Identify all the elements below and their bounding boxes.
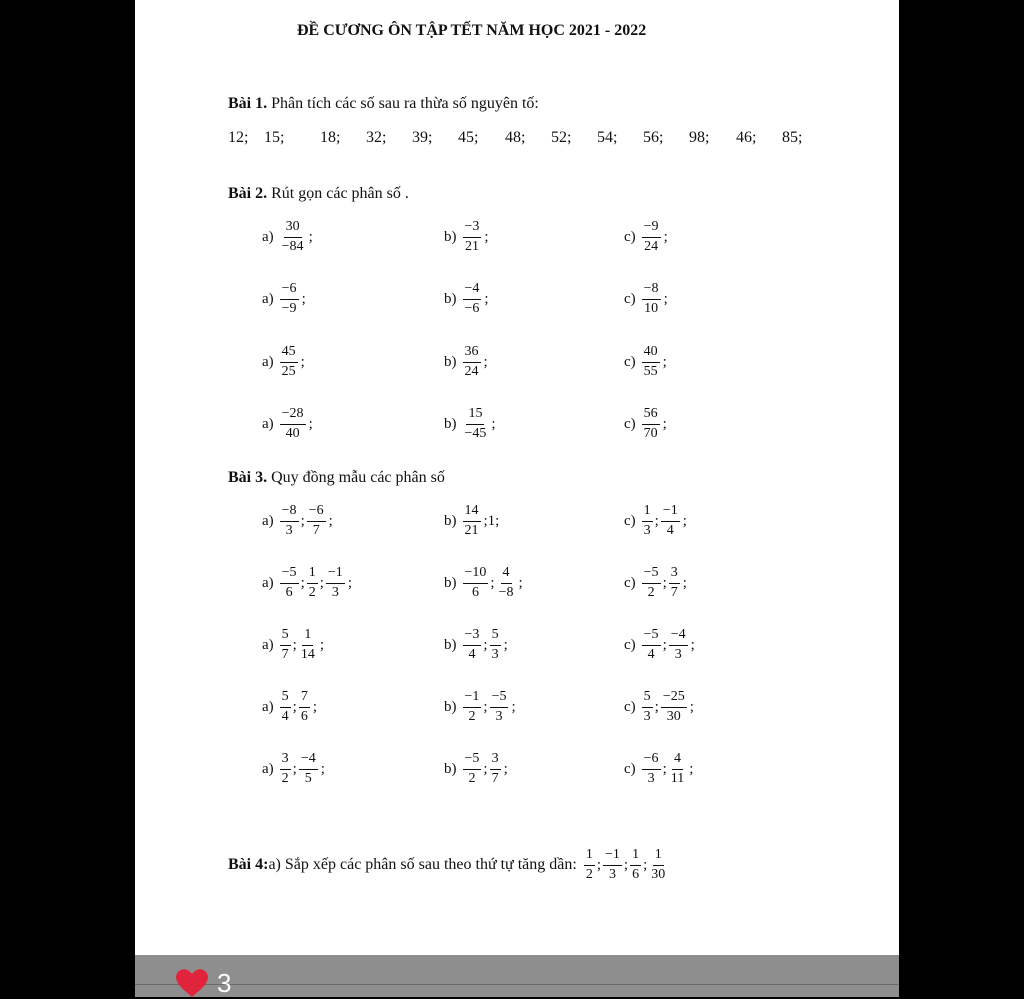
denominator: 25 xyxy=(281,363,296,379)
fraction xyxy=(326,566,345,600)
item-tail: ; xyxy=(483,353,488,370)
denominator: 6 xyxy=(632,866,640,882)
denominator: 4 xyxy=(666,522,674,538)
exercise-item xyxy=(262,628,324,662)
fraction xyxy=(463,345,481,379)
denominator: −45 xyxy=(464,425,487,441)
exercise-item xyxy=(262,752,325,786)
exercise-item xyxy=(262,220,313,254)
number-item: 56; xyxy=(643,129,664,146)
denominator: 7 xyxy=(491,770,499,786)
exercise-item xyxy=(624,690,694,724)
denominator: 3 xyxy=(495,708,503,724)
fraction xyxy=(642,628,661,662)
numerator: −4 xyxy=(669,628,688,646)
fraction xyxy=(642,566,661,600)
separator: ; xyxy=(654,512,659,529)
numerator: 4 xyxy=(501,566,512,584)
numerator: 1 xyxy=(642,504,653,522)
fraction xyxy=(307,566,318,600)
fraction xyxy=(630,848,641,882)
exercise-item xyxy=(262,282,306,316)
number-item: 48; xyxy=(505,129,526,146)
item-label: c) xyxy=(624,290,636,307)
document-title: ĐỀ CƯƠNG ÔN TẬP TẾT NĂM HỌC 2021 - 2022 xyxy=(297,22,647,39)
fraction xyxy=(280,282,299,316)
denominator: 24 xyxy=(464,363,479,379)
numerator: −4 xyxy=(299,752,318,770)
item-tail: ; xyxy=(319,636,324,653)
exercise-1-heading xyxy=(228,95,539,113)
numerator: 4 xyxy=(672,752,683,770)
denominator: 21 xyxy=(464,238,479,254)
numerator: 1 xyxy=(302,628,313,646)
item-label: a) xyxy=(262,290,274,307)
denominator: −84 xyxy=(281,238,304,254)
denominator: 5 xyxy=(304,770,312,786)
separator: ; xyxy=(596,856,601,873)
numerator: −5 xyxy=(642,566,661,584)
item-label: a) xyxy=(262,574,274,591)
item-label: a) xyxy=(262,512,274,529)
item-tail: ; xyxy=(308,228,313,245)
fraction xyxy=(280,690,291,724)
separator: ; xyxy=(292,636,297,653)
numerator: 40 xyxy=(642,345,660,363)
numerator: −6 xyxy=(307,504,326,522)
exercise-item xyxy=(624,628,695,662)
separator: ; xyxy=(483,698,488,715)
fraction xyxy=(280,345,298,379)
item-tail: ; xyxy=(347,574,352,591)
exercise-4-label: Bài 4: xyxy=(228,856,269,873)
exercise-item xyxy=(262,504,333,538)
item-tail: ; xyxy=(503,636,508,653)
separator: ; xyxy=(300,574,305,591)
fraction xyxy=(280,220,306,254)
numerator: −5 xyxy=(642,628,661,646)
reaction-bar xyxy=(135,955,899,997)
item-tail: ;1; xyxy=(483,512,500,529)
item-tail: ; xyxy=(328,512,333,529)
numerator: −1 xyxy=(661,504,680,522)
number-item: 52; xyxy=(551,129,572,146)
number-item: 32; xyxy=(366,129,387,146)
denominator: 24 xyxy=(644,238,659,254)
denominator: 3 xyxy=(674,646,682,662)
denominator: 2 xyxy=(468,708,476,724)
exercise-item xyxy=(624,220,668,254)
fraction xyxy=(642,752,661,786)
separator: ; xyxy=(483,636,488,653)
numerator: −1 xyxy=(326,566,345,584)
fraction xyxy=(669,566,680,600)
denominator: 2 xyxy=(468,770,476,786)
exercise-item xyxy=(624,504,687,538)
separator: ; xyxy=(292,760,297,777)
fraction xyxy=(642,345,660,379)
denominator: 2 xyxy=(585,866,593,882)
fraction xyxy=(463,504,481,538)
fraction xyxy=(584,848,595,882)
like-counter[interactable] xyxy=(175,968,231,998)
exercise-item xyxy=(444,504,499,538)
separator: ; xyxy=(654,698,659,715)
item-label: b) xyxy=(444,415,457,432)
numerator: 5 xyxy=(280,628,291,646)
denominator: 10 xyxy=(644,300,659,316)
fraction xyxy=(490,628,501,662)
item-label: a) xyxy=(262,698,274,715)
exercise-item xyxy=(262,566,352,600)
separator: ; xyxy=(292,698,297,715)
separator: ; xyxy=(300,512,305,529)
item-tail: ; xyxy=(312,698,317,715)
item-tail: ; xyxy=(662,353,667,370)
exercise-3-text: Quy đồng mẫu các phân số xyxy=(271,469,445,486)
exercise-2-heading xyxy=(228,185,409,203)
numerator: −28 xyxy=(280,407,306,425)
item-label: c) xyxy=(624,228,636,245)
denominator: 21 xyxy=(464,522,479,538)
denominator: 7 xyxy=(670,584,678,600)
exercise-item xyxy=(624,345,667,379)
exercise-item xyxy=(444,282,489,316)
fraction xyxy=(490,690,509,724)
exercise-4 xyxy=(228,845,668,885)
item-tail: ; xyxy=(320,760,325,777)
fraction xyxy=(463,752,482,786)
fraction xyxy=(642,504,653,538)
numerator: −4 xyxy=(463,282,482,300)
fraction xyxy=(299,690,310,724)
exercise-item xyxy=(444,566,523,600)
separator: ; xyxy=(662,574,667,591)
numerator: −1 xyxy=(603,848,622,866)
numerator: 3 xyxy=(490,752,501,770)
numerator: 1 xyxy=(307,566,318,584)
fraction xyxy=(463,220,482,254)
separator: ; xyxy=(490,574,495,591)
fraction xyxy=(307,504,326,538)
number-item: 46; xyxy=(736,129,757,146)
denominator: 3 xyxy=(491,646,499,662)
exercise-item xyxy=(444,407,496,441)
denominator: −8 xyxy=(498,584,514,600)
denominator: 30 xyxy=(666,708,681,724)
fraction xyxy=(280,407,306,441)
number-item: 98; xyxy=(689,129,710,146)
fraction xyxy=(642,690,653,724)
item-tail: ; xyxy=(301,290,306,307)
numerator: 5 xyxy=(642,690,653,708)
fraction xyxy=(490,752,501,786)
fraction xyxy=(463,282,482,316)
exercise-item xyxy=(444,752,508,786)
item-tail: ; xyxy=(682,512,687,529)
item-tail: ; xyxy=(663,290,668,307)
number-item: 12; xyxy=(228,129,249,146)
item-label: c) xyxy=(624,574,636,591)
item-tail: ; xyxy=(503,760,508,777)
item-tail: ; xyxy=(690,636,695,653)
numerator: 1 xyxy=(584,848,595,866)
denominator: 2 xyxy=(308,584,316,600)
fraction xyxy=(603,848,622,882)
item-label: c) xyxy=(624,353,636,370)
item-label: c) xyxy=(624,698,636,715)
exercise-1-label: Bài 1. xyxy=(228,95,268,112)
item-tail: ; xyxy=(663,228,668,245)
denominator: −6 xyxy=(464,300,480,316)
item-label: a) xyxy=(262,415,274,432)
item-label: b) xyxy=(444,228,457,245)
numerator: −25 xyxy=(661,690,687,708)
separator: ; xyxy=(662,636,667,653)
numerator: −8 xyxy=(280,504,299,522)
fraction xyxy=(669,628,688,662)
item-label: b) xyxy=(444,636,457,653)
item-label: b) xyxy=(444,290,457,307)
item-label: b) xyxy=(444,574,457,591)
numerator: 7 xyxy=(299,690,310,708)
numerator: 36 xyxy=(463,345,481,363)
item-tail: ; xyxy=(484,290,489,307)
item-tail: ; xyxy=(511,698,516,715)
item-tail: ; xyxy=(300,353,305,370)
denominator: 2 xyxy=(281,770,289,786)
denominator: 3 xyxy=(643,708,651,724)
numerator: −6 xyxy=(280,282,299,300)
exercise-item xyxy=(624,407,667,441)
item-label: a) xyxy=(262,636,274,653)
exercise-2-text: Rút gọn các phân số . xyxy=(271,185,409,202)
item-label: c) xyxy=(624,415,636,432)
fraction xyxy=(649,848,667,882)
exercise-1-text: Phân tích các số sau ra thừa số nguyên tố: xyxy=(271,95,539,112)
numerator: −5 xyxy=(280,566,299,584)
fraction xyxy=(299,752,318,786)
fraction xyxy=(280,566,299,600)
item-label: b) xyxy=(444,760,457,777)
exercise-3-heading xyxy=(228,469,445,487)
fraction xyxy=(463,407,489,441)
fraction xyxy=(661,690,687,724)
exercise-item xyxy=(444,345,488,379)
numerator: 14 xyxy=(463,504,481,522)
denominator: 3 xyxy=(331,584,339,600)
exercise-item xyxy=(624,752,693,786)
denominator: 6 xyxy=(285,584,293,600)
exercise-item xyxy=(262,345,305,379)
numerator: −6 xyxy=(642,752,661,770)
denominator: 40 xyxy=(285,425,300,441)
item-label: b) xyxy=(444,512,457,529)
fraction xyxy=(280,752,291,786)
item-tail: ; xyxy=(518,574,523,591)
exercise-item xyxy=(444,628,508,662)
separator: ; xyxy=(623,856,629,873)
numerator: 5 xyxy=(490,628,501,646)
item-label: b) xyxy=(444,353,457,370)
heart-icon[interactable] xyxy=(175,968,209,998)
fraction xyxy=(280,628,291,662)
exercise-item xyxy=(262,690,317,724)
fraction xyxy=(497,566,516,600)
fraction xyxy=(463,690,482,724)
denominator: 6 xyxy=(300,708,308,724)
item-label: c) xyxy=(624,512,636,529)
numerator: 56 xyxy=(642,407,660,425)
denominator: 7 xyxy=(281,646,289,662)
exercise-item xyxy=(444,690,516,724)
number-item: 39; xyxy=(412,129,433,146)
numerator: −9 xyxy=(642,220,661,238)
fraction xyxy=(280,504,299,538)
denominator: 3 xyxy=(647,770,655,786)
fraction xyxy=(642,220,661,254)
denominator: 4 xyxy=(647,646,655,662)
separator: ; xyxy=(643,856,648,873)
number-item: 15; xyxy=(264,129,285,146)
number-item: 18; xyxy=(320,129,341,146)
denominator: 3 xyxy=(285,522,293,538)
fraction xyxy=(642,282,661,316)
denominator: 2 xyxy=(647,584,655,600)
numerator: 30 xyxy=(284,220,302,238)
denominator: −9 xyxy=(281,300,297,316)
denominator: 14 xyxy=(300,646,315,662)
item-label: a) xyxy=(262,228,274,245)
numerator: −1 xyxy=(463,690,482,708)
denominator: 7 xyxy=(312,522,320,538)
fraction xyxy=(299,628,317,662)
separator: ; xyxy=(319,574,324,591)
denominator: 3 xyxy=(608,866,616,882)
exercise-item xyxy=(262,407,313,441)
numerator: 15 xyxy=(466,407,484,425)
numerator: −5 xyxy=(490,690,509,708)
item-tail: ; xyxy=(484,228,489,245)
item-label: c) xyxy=(624,636,636,653)
denominator: 4 xyxy=(468,646,476,662)
numerator: −3 xyxy=(463,628,482,646)
item-tail: ; xyxy=(491,415,496,432)
separator: ; xyxy=(483,760,488,777)
numerator: −10 xyxy=(463,566,489,584)
numerator: −8 xyxy=(642,282,661,300)
number-item: 45; xyxy=(458,129,479,146)
exercise-item xyxy=(624,566,687,600)
fraction xyxy=(642,407,660,441)
numerator: 3 xyxy=(280,752,291,770)
denominator: 11 xyxy=(670,770,685,786)
item-label: a) xyxy=(262,353,274,370)
exercise-item xyxy=(444,220,489,254)
item-tail: ; xyxy=(689,760,694,777)
numerator: −3 xyxy=(463,220,482,238)
exercise-3-label: Bài 3. xyxy=(228,469,268,486)
numerator: 45 xyxy=(280,345,298,363)
denominator: 30 xyxy=(651,866,666,882)
fraction xyxy=(669,752,686,786)
exercise-2-label: Bài 2. xyxy=(228,185,268,202)
item-tail: ; xyxy=(662,415,667,432)
numerator: 3 xyxy=(669,566,680,584)
numerator: 1 xyxy=(653,848,664,866)
item-label: c) xyxy=(624,760,636,777)
denominator: 3 xyxy=(643,522,651,538)
number-item: 54; xyxy=(597,129,618,146)
item-tail: ; xyxy=(308,415,313,432)
numerator: 5 xyxy=(280,690,291,708)
fraction xyxy=(463,628,482,662)
exercise-item xyxy=(624,282,668,316)
numerator: 1 xyxy=(630,848,641,866)
denominator: 55 xyxy=(643,363,658,379)
fraction xyxy=(463,566,489,600)
item-label: b) xyxy=(444,698,457,715)
exercise-4-text: a) Sắp xếp các phân số sau theo thứ tự tăng dần: xyxy=(268,856,577,873)
fraction xyxy=(661,504,680,538)
separator: ; xyxy=(662,760,667,777)
item-tail: ; xyxy=(682,574,687,591)
numerator: −5 xyxy=(463,752,482,770)
denominator: 70 xyxy=(643,425,658,441)
like-count: 3 xyxy=(217,967,232,998)
item-label: a) xyxy=(262,760,274,777)
denominator: 6 xyxy=(471,584,479,600)
denominator: 4 xyxy=(281,708,289,724)
number-item: 85; xyxy=(782,129,803,146)
exercise-4-fractions xyxy=(583,848,668,882)
item-tail: ; xyxy=(689,698,694,715)
